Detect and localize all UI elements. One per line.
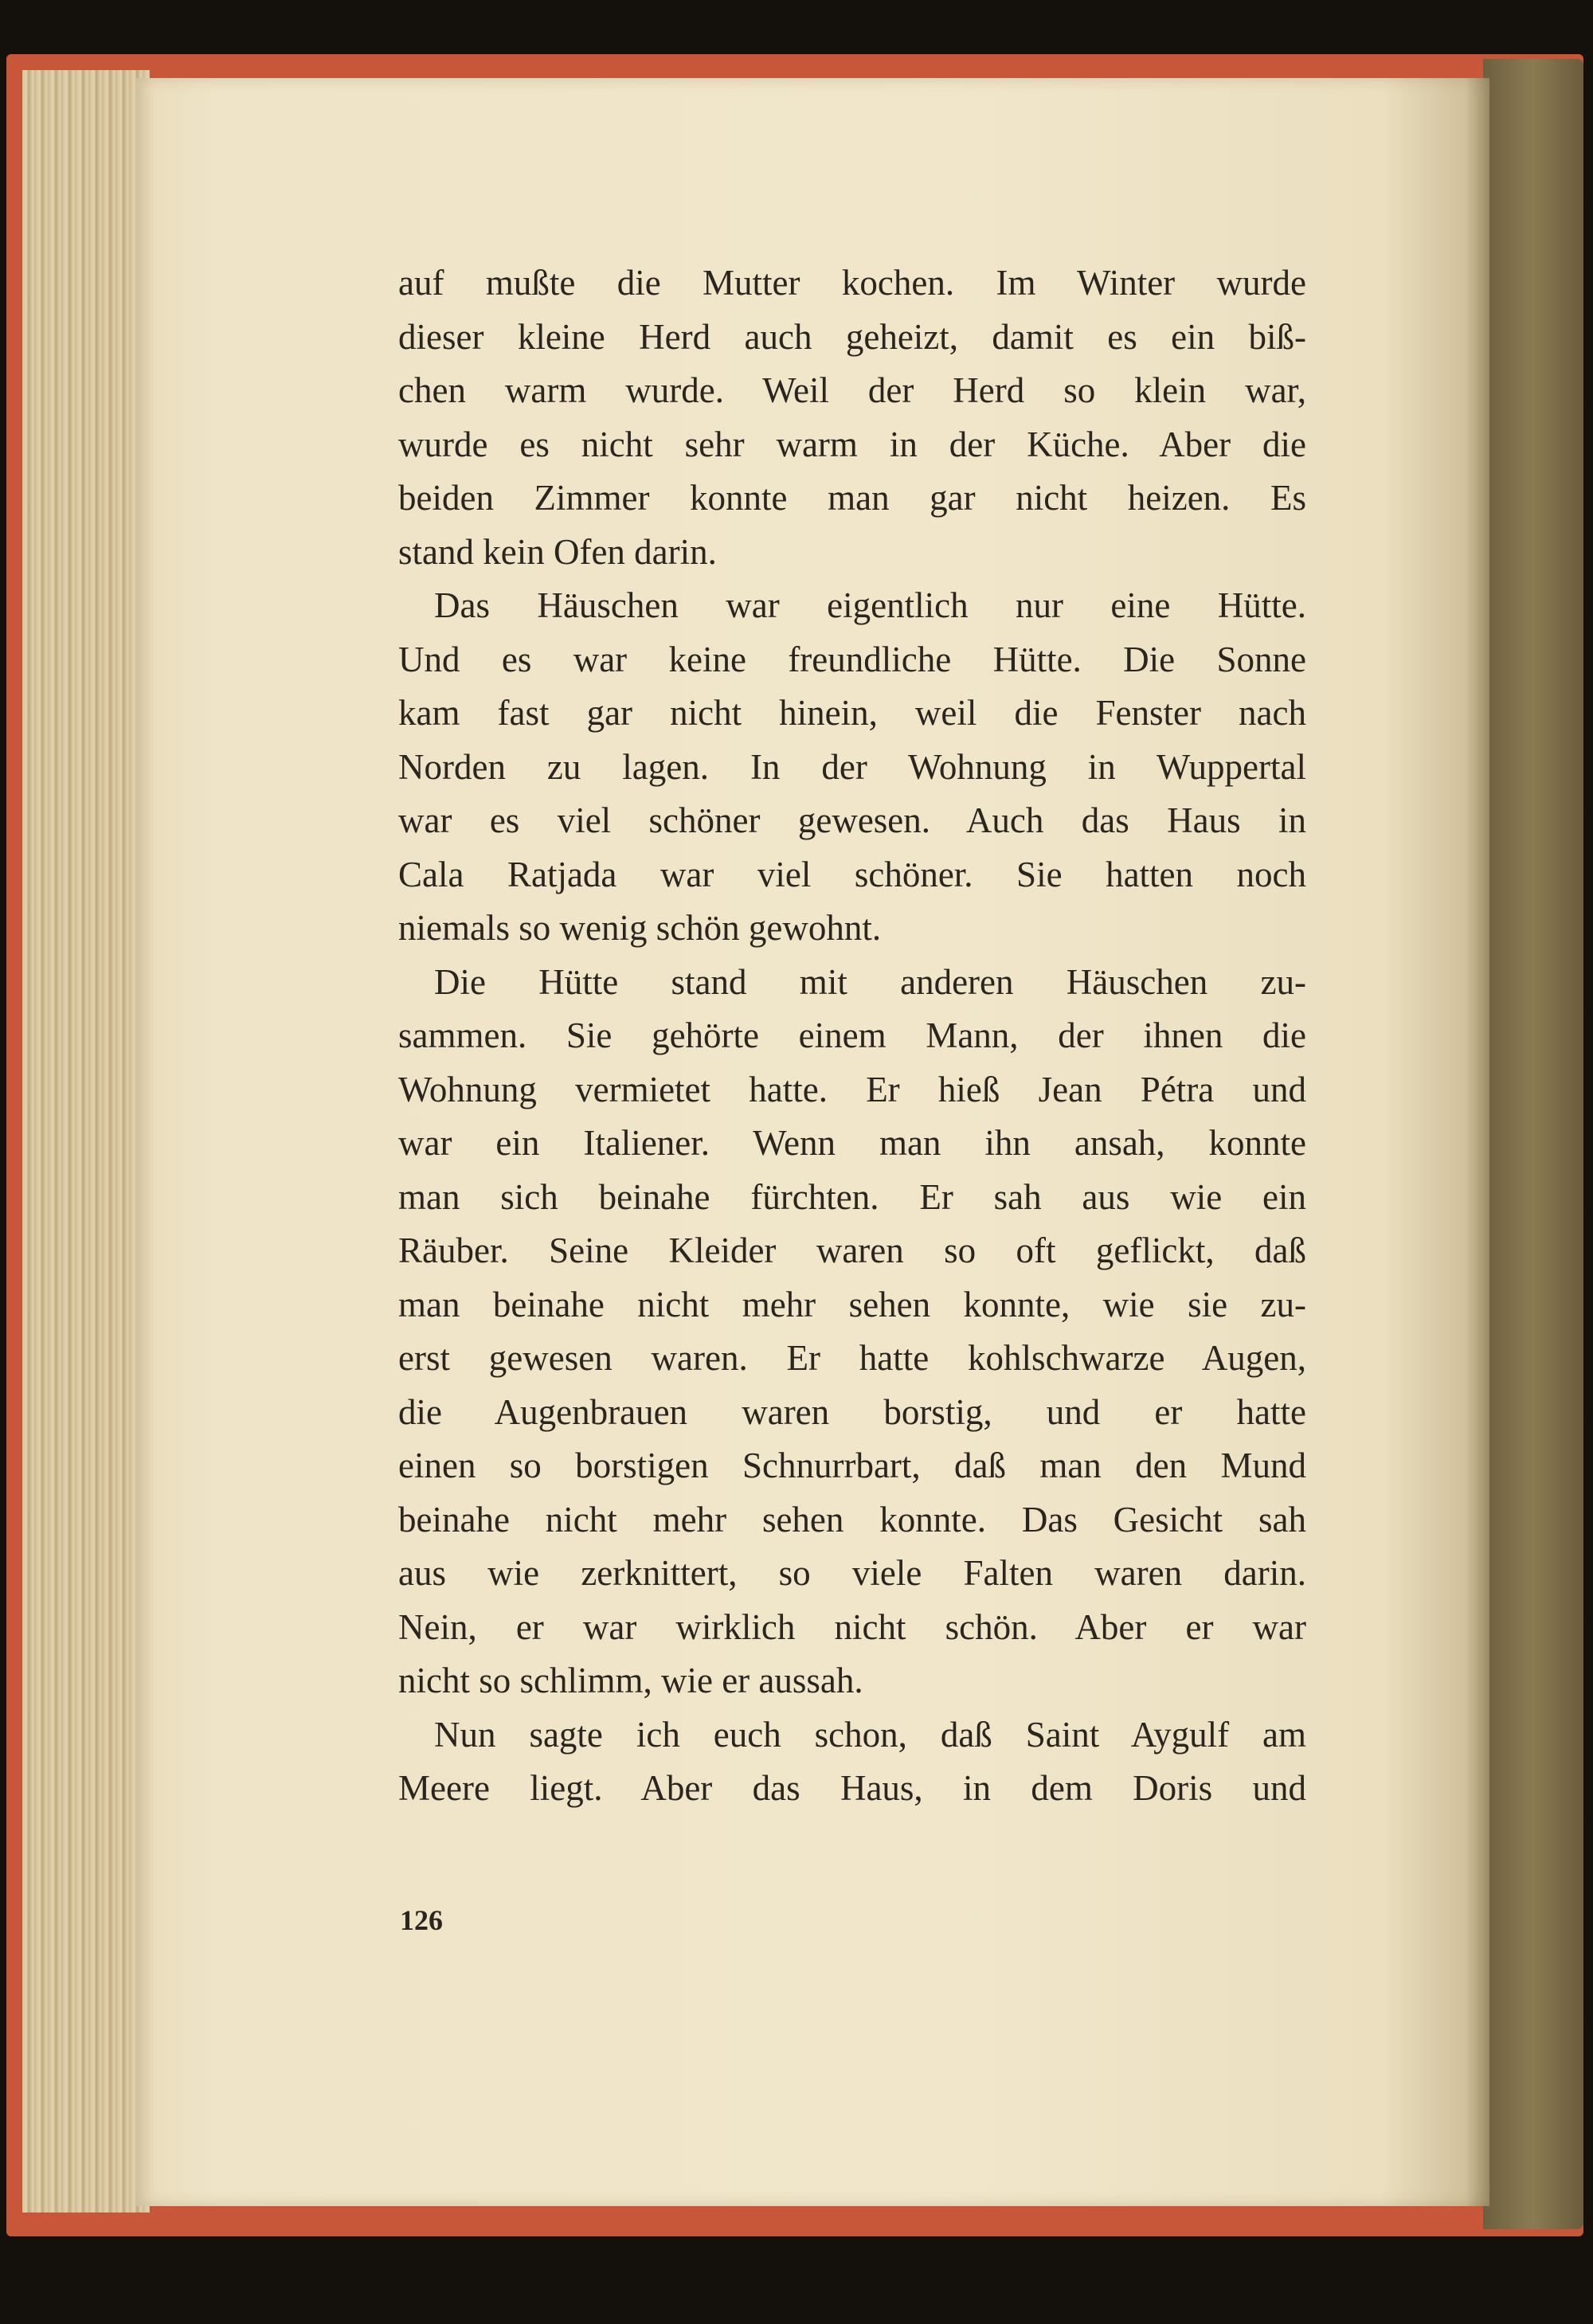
text-line: man sich beinahe fürchten. Er sah aus wie ein bbox=[398, 1176, 1306, 1217]
page-number: 126 bbox=[400, 1904, 443, 1936]
paragraph bbox=[398, 1708, 1306, 1816]
paragraph bbox=[398, 956, 1306, 1708]
text-line: stand kein Ofen darin. bbox=[398, 531, 717, 572]
paragraph bbox=[398, 256, 1306, 579]
page-edges bbox=[22, 70, 150, 2212]
text-line: erst gewesen waren. Er hatte kohlschwarze Augen, bbox=[398, 1338, 1306, 1378]
text-line: auf mußte die Mutter kochen. Im Winter wurde bbox=[398, 263, 1306, 303]
text-line: Und es war keine freundliche Hütte. Die Sonne bbox=[398, 639, 1306, 679]
text-line: nicht so schlimm, wie er aussah. bbox=[398, 1661, 863, 1700]
text-line: kam fast gar nicht hinein, weil die Fenster nach bbox=[398, 693, 1306, 733]
text-line: Nun sagte ich euch schon, daß Saint Aygulf am bbox=[434, 1714, 1306, 1755]
text-line: man beinahe nicht mehr sehen konnte, wie sie zu- bbox=[398, 1284, 1306, 1324]
text-line: die Augenbrauen waren borstig, und er hatte bbox=[398, 1391, 1306, 1432]
text-line: Cala Ratjada war viel schöner. Sie hatten noch bbox=[398, 854, 1306, 894]
text-line: niemals so wenig schön gewohnt. bbox=[398, 908, 882, 948]
text-line: Wohnung vermietet hatte. Er hieß Jean Pétra und bbox=[398, 1069, 1306, 1109]
page-gutter-shadow bbox=[1466, 78, 1489, 2206]
page-text bbox=[398, 256, 1306, 1816]
text-line: Räuber. Seine Kleider waren so oft geflickt, daß bbox=[398, 1230, 1306, 1270]
text-line: war ein Italiener. Wenn man ihn ansah, konnte bbox=[398, 1123, 1306, 1163]
text-line: einen so borstigen Schnurrbart, daß man den Mund bbox=[398, 1446, 1306, 1485]
text-line: wurde es nicht sehr warm in der Küche. Aber die bbox=[398, 424, 1306, 464]
text-line: chen warm wurde. Weil der Herd so klein war, bbox=[398, 370, 1306, 410]
text-line: aus wie zerknittert, so viele Falten waren darin. bbox=[398, 1553, 1306, 1593]
text-line: war es viel schöner gewesen. Auch das Haus in bbox=[398, 800, 1306, 840]
paragraph bbox=[398, 579, 1306, 956]
text-line: Norden zu lagen. In der Wohnung in Wuppertal bbox=[398, 746, 1306, 787]
text-line: dieser kleine Herd auch geheizt, damit es ein biß- bbox=[398, 316, 1306, 357]
text-line: sammen. Sie gehörte einem Mann, der ihnen die bbox=[398, 1015, 1306, 1055]
text-line: beiden Zimmer konnte man gar nicht heizen. Es bbox=[398, 478, 1306, 518]
book-cover-cloth-edge bbox=[1483, 59, 1583, 2229]
text-line: Die Hütte stand mit anderen Häuschen zu- bbox=[434, 961, 1306, 1002]
text-line: Das Häuschen war eigentlich nur eine Hütte. bbox=[434, 585, 1306, 625]
text-line: beinahe nicht mehr sehen konnte. Das Gesicht sah bbox=[398, 1499, 1306, 1540]
text-line: Meere liegt. Aber das Haus, in dem Doris und bbox=[398, 1768, 1306, 1808]
text-line: Nein, er war wirklich nicht schön. Aber er war bbox=[398, 1606, 1306, 1647]
